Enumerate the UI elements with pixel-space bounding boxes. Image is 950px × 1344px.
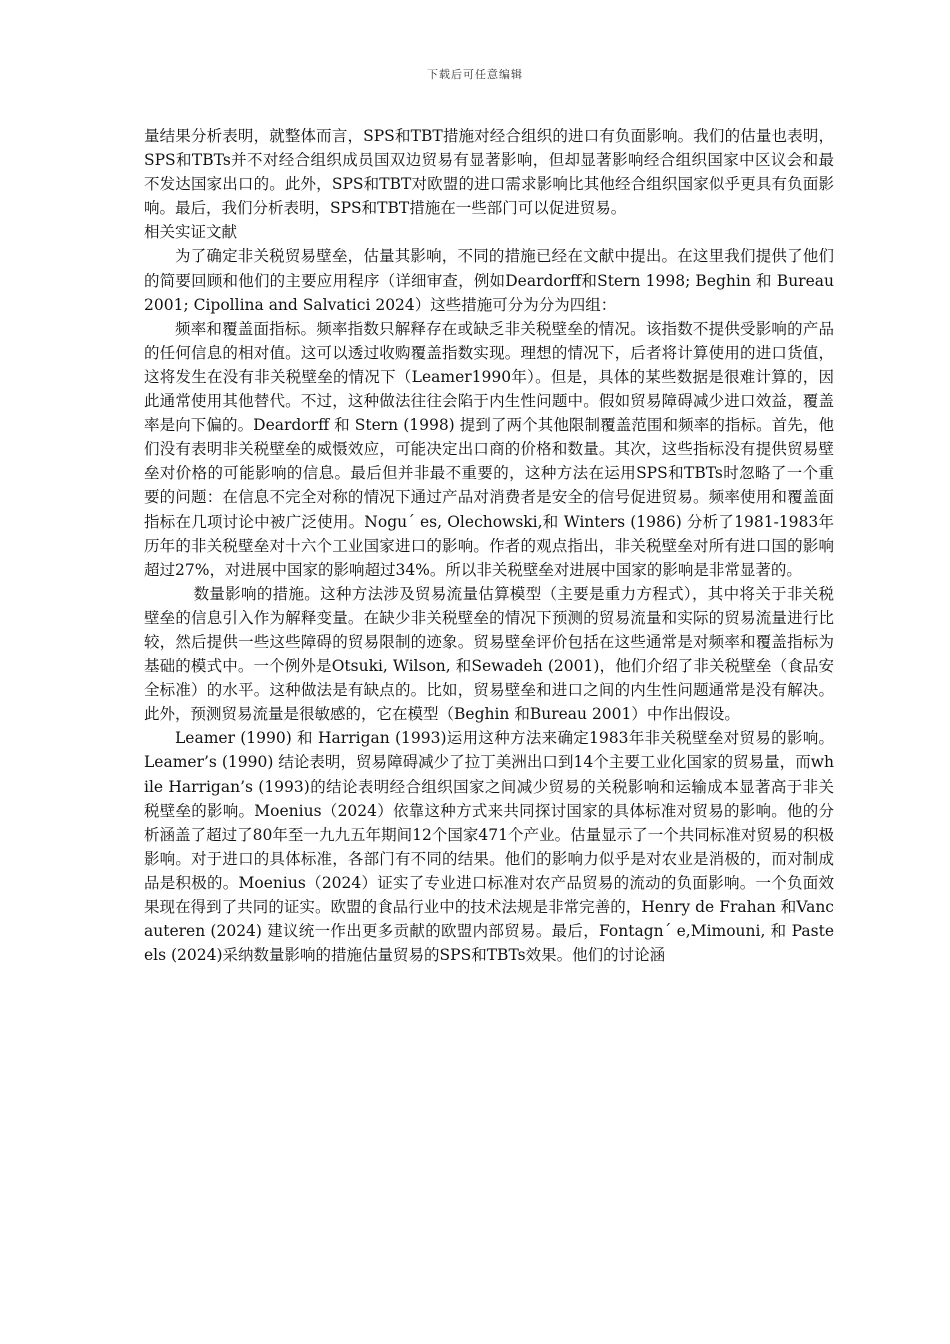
- paragraph-frequency-coverage: 频率和覆盖面指标。频率指数只解释存在或缺乏非关税壁垒的情况。该指数不提供受影响的产品的任何信息的相对值。这可以透过收购覆盖指数实现。理想的情况下，后者将计算使用的进口货值，这将发生在没有非关税壁垒的情况下（Leamer1990年）。但是，具体的某些数据是很难计算的，因此通常使用其他替代。不过，这种做法往往会陷于内生性问题中。假如贸易障碍减少进口效益，覆盖率是向下偏的。Deardorff 和 Stern (1998) 提到了两个其他限制覆盖范围和频率的指标。首先，他们没有表明非关税壁垒的威慑效应，可能决定出口商的价格和数量。其次，这些指标没有提供贸易壁垒对价格的可能影响的信息。最后但并非最不重要的，这种方法在运用SPS和TBTs时忽略了一个重要的问题：在信息不完全对称的情况下通过产品对消费者是安全的信号促进贸易。频率使用和覆盖面指标在几项讨论中被广泛使用。Nogu´ es, Olechowski,和 Winters (1986) 分析了1981-1983年历年的非关税壁垒对十六个工业国家进口的影响。作者的观点指出，非关税壁垒对所有进口国的影响超过27%，对进展中国家的影响超过34%。所以非关税壁垒对进展中国家的影响是非常显著的。: [144, 319, 834, 579]
- section-heading: 相关实证文献: [144, 223, 238, 242]
- document-body: [144, 124, 834, 967]
- paragraph-intro: 为了确定非关税贸易壁垒，估量其影响，不同的措施已经在文献中提出。在这里我们提供了他们的简要回顾和他们的主要应用程序（详细审查，例如Deardorff和Stern 1998; Beghin 和 Bureau 2001; Cipollina and Salvatici 2024）这些措施可分为分为四组：: [144, 247, 834, 314]
- paragraph-continued: 量结果分析表明，就整体而言，SPS和TBT措施对经合组织的进口有负面影响。我们的估量也表明，SPS和TBTs并不对经合组织成员国双边贸易有显著影响，但却显著影响经合组织国家中区议会和最不发达国家出口的。此外，SPS和TBT对欧盟的进口需求影响比其他经合组织国家似乎更具有负面影响。最后，我们分析表明，SPS和TBT措施在一些部门可以促进贸易。: [144, 127, 834, 218]
- paragraph-quantity-impact: 数量影响的措施。这种方法涉及贸易流量估算模型（主要是重力方程式），其中将关于非关税壁垒的信息引入作为解释变量。在缺少非关税壁垒的情况下预测的贸易流量和实际的贸易流量进行比较，然后提供一些这些障碍的贸易限制的迹象。贸易壁垒评价包括在这些通常是对频率和覆盖指标为基础的模式中。一个例外是Otsuki, Wilson, 和Sewadeh (2001)，他们介绍了非关税壁垒（食品安全标准）的水平。这种做法是有缺点的。比如，贸易壁垒和进口之间的内生性问题通常是没有解决。此外，预测贸易流量是很敏感的，它在模型（Beghin 和Bureau 2001）中作出假设。: [144, 584, 834, 724]
- page-header: 下载后可任意编辑: [427, 68, 523, 81]
- paragraph-leamer-harrigan: Leamer (1990) 和 Harrigan (1993)运用这种方法来确定1983年非关税壁垒对贸易的影响。Leamer’s (1990) 结论表明，贸易障碍减少了拉丁美洲出口到14个主要工业化国家的贸易量，而while Harrigan’s (1993)的结论表明经合组织国家之间减少贸易的关税影响和运输成本显著高于非关税壁垒的影响。Moenius（2024）依靠这种方式来共同探讨国家的具体标准对贸易的影响。他的分析涵盖了超过了80年至一九九五年期间12个国家471个产业。估量显示了一个共同标准对贸易的积极影响。对于进口的具体标准，各部门有不同的结果。他们的影响力似乎是对农业是消极的，而对制成品是积极的。Moenius（2024）证实了专业进口标准对农产品贸易的流动的负面影响。一个负面效果现在得到了共同的证实。欧盟的食品行业中的技术法规是非常完善的，Henry de Frahan 和Vancauteren (2024) 建议统一作出更多贡献的欧盟内部贸易。最后，Fontagn´ e,Mimouni, 和 Pasteels (2024)采纳数量影响的措施估量贸易的SPS和TBTs效果。他们的讨论涵: [144, 729, 834, 965]
